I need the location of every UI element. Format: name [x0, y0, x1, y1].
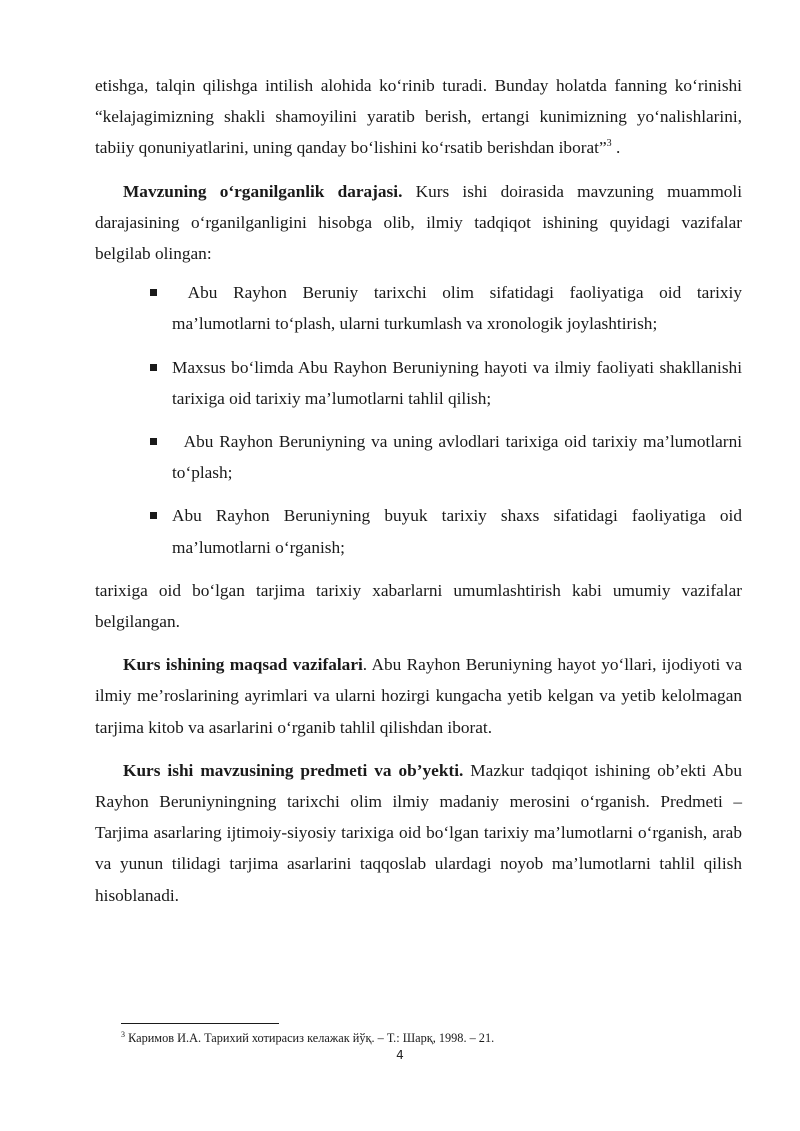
intro-tail: .: [611, 138, 621, 158]
footnote-number: 3: [121, 1029, 125, 1039]
footnote-reference[interactable]: 3: [606, 138, 612, 150]
goal-text: . Abu Rayhon Beruniyning hayot yo‘llari, ijodiyoti va ilmiy me’roslarining ayrimlari va ularni hozirgi kungacha yetib kelgan va yetib kelolmagan tarjima kitob va asarlarini o‘rganib tahlil qilishdan iborat.: [95, 655, 742, 737]
square-bullet-icon: [150, 364, 157, 371]
list-item-text: Abu Rayhon Beruniy tarixchi olim sifatidagi faoliyatiga oid tarixiy ma’lumotlarni to‘plash, ularni turkumlash va xronologik joylashtirish;: [172, 283, 747, 334]
after-list-paragraph: tarixiga oid bo‘lgan tarjima tarixiy xabarlarni umumlashtirish kabi umumiy vazifalar belgilangan.: [95, 580, 742, 632]
list-item: [95, 500, 742, 562]
square-bullet-icon: [150, 512, 157, 519]
subject-heading: Kurs ishi mavzusining predmeti va ob’yekti.: [123, 760, 464, 780]
intro-text: etishga, talqin qilishga intilish alohida ko‘rinib turadi. Bunday holatda fanning ko‘rinishi “kelajagimizning shakli shamoyilini yaratib berish, ertangi kunimizning yo‘nalishlarini, tabiiy qonuniyatlarini, uning qanday bo‘lishini ko‘rsatib berishdan iborat”: [95, 76, 742, 158]
list-item-text: Abu Rayhon Beruniyning buyuk tarixiy shaxs sifatidagi faoliyatiga oid ma’lumotlarni o‘rganish;: [172, 506, 742, 557]
intro-paragraph: [95, 70, 742, 164]
list-item-text: Abu Rayhon Beruniyning va uning avlodlari tarixiga oid tarixiy ma’lumotlarni to‘plash;: [172, 432, 747, 483]
degree-text: Kurs ishi doirasida mavzuning muammoli darajasining o‘rganilganligini hisobga olib, ilmiy tadqiqot ishining quyidagi vazifalar belgilab olingan:: [95, 181, 743, 264]
list-item: [95, 352, 742, 414]
task-list: [95, 277, 747, 563]
square-bullet-icon: [150, 289, 157, 296]
list-item-text: Maxsus bo‘limda Abu Rayhon Beruniyning hayoti va ilmiy faoliyati shakllanishi tarixiga oid tarixiy ma’lumotlarni tahlil qilish;: [172, 357, 742, 408]
list-item: [95, 277, 747, 339]
subject-text: Mazkur tadqiqot ishining ob’ekti Abu Rayhon Beruniyningning tarixchi olim ilmiy madaniy merosini o‘rganish. Predmeti – Tarjima asarlaring ijtimoiy-siyosiy tarixiga oid bo‘lgan tarixiy ma’lumotlarni o‘rganish, arab va yunun tilidagi tarjima asarlarini taqqoslab ulardagi noyob ma’lumotlarni tahlil qilish hisoblanadi.: [95, 760, 742, 905]
goal-paragraph: [95, 649, 742, 743]
goal-heading: Kurs ishining maqsad vazifalari: [123, 655, 363, 675]
degree-heading: Mavzuning o‘rganilganlik darajasi.: [123, 181, 403, 201]
degree-paragraph: [95, 176, 742, 270]
footnote-divider: [121, 1023, 279, 1024]
footnote: [121, 1030, 494, 1046]
list-item: [95, 426, 747, 488]
document-page: [95, 70, 747, 911]
page-number: 4: [396, 1048, 404, 1062]
footnote-text: Каримов И.А. Тарихий хотирасиз келажак йўқ. – Т.: Шарқ, 1998. – 21.: [125, 1031, 495, 1045]
subject-paragraph: [95, 755, 742, 911]
square-bullet-icon: [150, 438, 157, 445]
